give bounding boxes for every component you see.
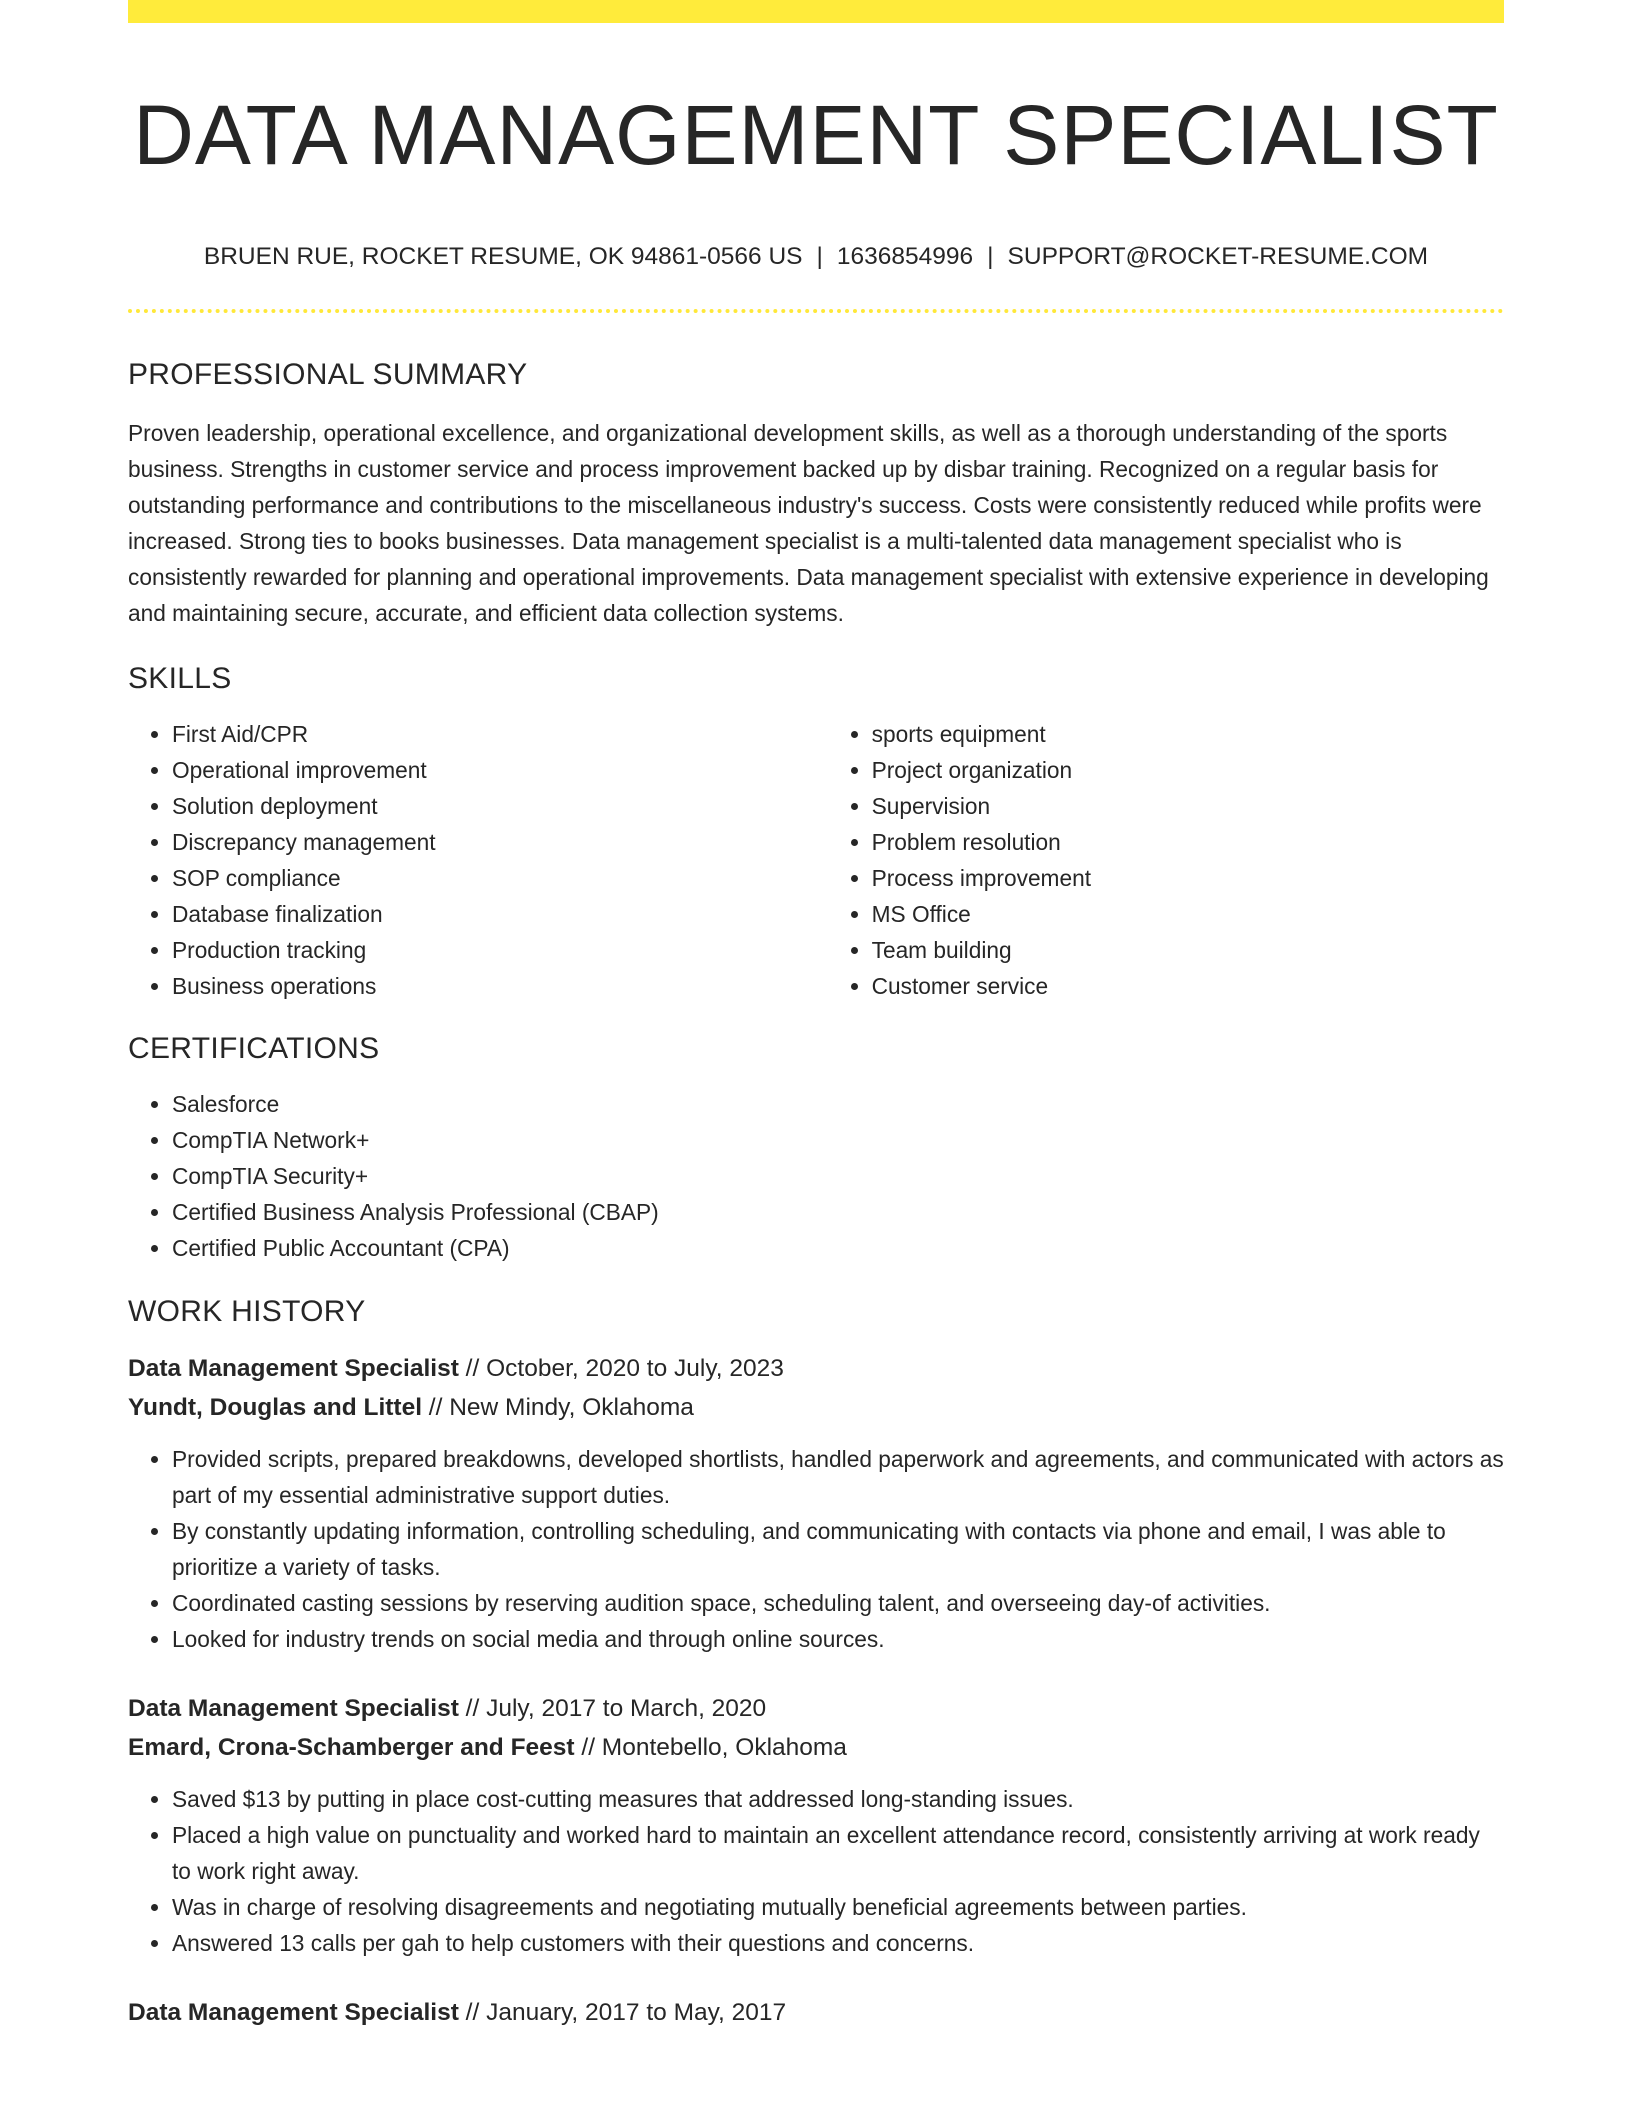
certification-item: • CompTIA Security+ — [172, 1158, 1504, 1194]
certification-item: • Certified Public Accountant (CPA) — [172, 1230, 1504, 1266]
resume-page — [128, 0, 1504, 2032]
skill-item: • Solution deployment — [172, 788, 828, 824]
skill-item: • Supervision — [872, 788, 1504, 824]
job-company-line — [128, 1388, 1504, 1427]
summary-text: Proven leadership, operational excellence, and organizational development skills, as well as a thorough understanding of the sports business. Strengths in customer service and process improvement backed up by disbar training. Recognized on a regular basis for outstanding performance and contributions to the miscellaneous industry's success. Costs were consistently reduced while profits were increased. Strong ties to books businesses. Data management specialist is a multi-talented data management specialist who is consistently rewarded for planning and operational improvements. Data management specialist with extensive experience in developing and maintaining secure, accurate, and efficient data collection systems. — [128, 420, 1489, 626]
contact-address: BRUEN RUE, ROCKET RESUME, OK 94861-0566 US — [203, 243, 803, 270]
skills-list-left — [128, 716, 828, 1004]
certification-item: • Certified Business Analysis Professional (CBAP) — [172, 1194, 1504, 1230]
skills-columns — [128, 716, 1504, 1004]
summary-heading: PROFESSIONAL SUMMARY — [128, 358, 528, 391]
certifications-list — [128, 1086, 1504, 1266]
contact-separator: | — [816, 243, 823, 270]
job-dates: // January, 2017 to May, 2017 — [458, 1999, 787, 2026]
job-company: Emard, Crona-Schamberger and Feest — [128, 1734, 575, 1761]
job-bullet-list — [128, 1441, 1504, 1657]
certifications-section — [128, 1029, 1504, 1266]
job-bullet: • Was in charge of resolving disagreements and negotiating mutually beneficial agreements between parties. — [172, 1889, 1504, 1925]
summary-section — [128, 355, 1504, 631]
job-role: Data Management Specialist — [128, 1695, 459, 1722]
job-bullet: • Looked for industry trends on social media and through online sources. — [172, 1621, 1504, 1657]
skill-item: • Customer service — [872, 968, 1504, 1004]
contact-email[interactable]: SUPPORT@ROCKET-RESUME.COM — [1007, 243, 1429, 270]
skills-list-right — [828, 716, 1504, 1004]
work-history-section — [128, 1292, 1504, 2032]
certification-item: • Salesforce — [172, 1086, 1504, 1122]
job-bullet: • Provided scripts, prepared breakdowns, developed shortlists, handled paperwork and agreements, and communicated with actors as part of my essential administrative support duties. — [172, 1441, 1504, 1513]
skill-item: • Project organization — [872, 752, 1504, 788]
job-bullet: • By constantly updating information, controlling scheduling, and communicating with contacts via phone and email, I was able to prioritize a variety of tasks. — [172, 1513, 1504, 1585]
job-bullet: • Placed a high value on punctuality and worked hard to maintain an excellent attendance record, consistently arriving at work ready to work right away. — [172, 1817, 1504, 1889]
job-role: Data Management Specialist — [128, 1355, 459, 1382]
skill-item: • MS Office — [872, 896, 1504, 932]
job-title-line — [128, 1689, 1504, 1728]
skill-item: • Business operations — [172, 968, 828, 1004]
job-company-line — [128, 1728, 1504, 1767]
job-dates: // July, 2017 to March, 2020 — [458, 1695, 767, 1722]
candidate-name: DATA MANAGEMENT SPECIALIST — [133, 88, 1499, 182]
job-title-line — [128, 1349, 1504, 1388]
skill-item: • First Aid/CPR — [172, 716, 828, 752]
job-entry — [128, 1993, 1504, 2032]
skill-item: • Problem resolution — [872, 824, 1504, 860]
skill-item: • sports equipment — [872, 716, 1504, 752]
skills-heading: SKILLS — [128, 662, 232, 695]
job-bullet: • Answered 13 calls per gah to help customers with their questions and concerns. — [172, 1925, 1504, 1961]
work-history-heading: WORK HISTORY — [128, 1295, 366, 1328]
skill-item: • SOP compliance — [172, 860, 828, 896]
job-title-line — [128, 1993, 1504, 2032]
job-location: // New Mindy, Oklahoma — [422, 1394, 694, 1421]
job-entry — [128, 1349, 1504, 1657]
accent-top-bar — [128, 0, 1504, 23]
skill-item: • Process improvement — [872, 860, 1504, 896]
job-list — [128, 1349, 1504, 2032]
job-company: Yundt, Douglas and Littel — [128, 1394, 422, 1421]
contact-line — [128, 241, 1504, 273]
skill-item: • Team building — [872, 932, 1504, 968]
job-role: Data Management Specialist — [128, 1999, 459, 2026]
skill-item: • Operational improvement — [172, 752, 828, 788]
dotted-divider — [128, 309, 1504, 313]
job-dates: // October, 2020 to July, 2023 — [458, 1355, 784, 1382]
job-entry — [128, 1689, 1504, 1961]
job-bullet: • Coordinated casting sessions by reserving audition space, scheduling talent, and overseeing day-of activities. — [172, 1585, 1504, 1621]
job-location: // Montebello, Oklahoma — [574, 1734, 847, 1761]
skill-item: • Database finalization — [172, 896, 828, 932]
certification-item: • CompTIA Network+ — [172, 1122, 1504, 1158]
skill-item: • Discrepancy management — [172, 824, 828, 860]
job-bullet-list — [128, 1781, 1504, 1961]
job-bullet: • Saved $13 by putting in place cost-cutting measures that addressed long-standing issues. — [172, 1781, 1504, 1817]
contact-separator: | — [987, 243, 994, 270]
skill-item: • Production tracking — [172, 932, 828, 968]
contact-phone: 1636854996 — [836, 243, 974, 270]
skills-section — [128, 659, 1504, 1004]
certifications-heading: CERTIFICATIONS — [128, 1032, 380, 1065]
